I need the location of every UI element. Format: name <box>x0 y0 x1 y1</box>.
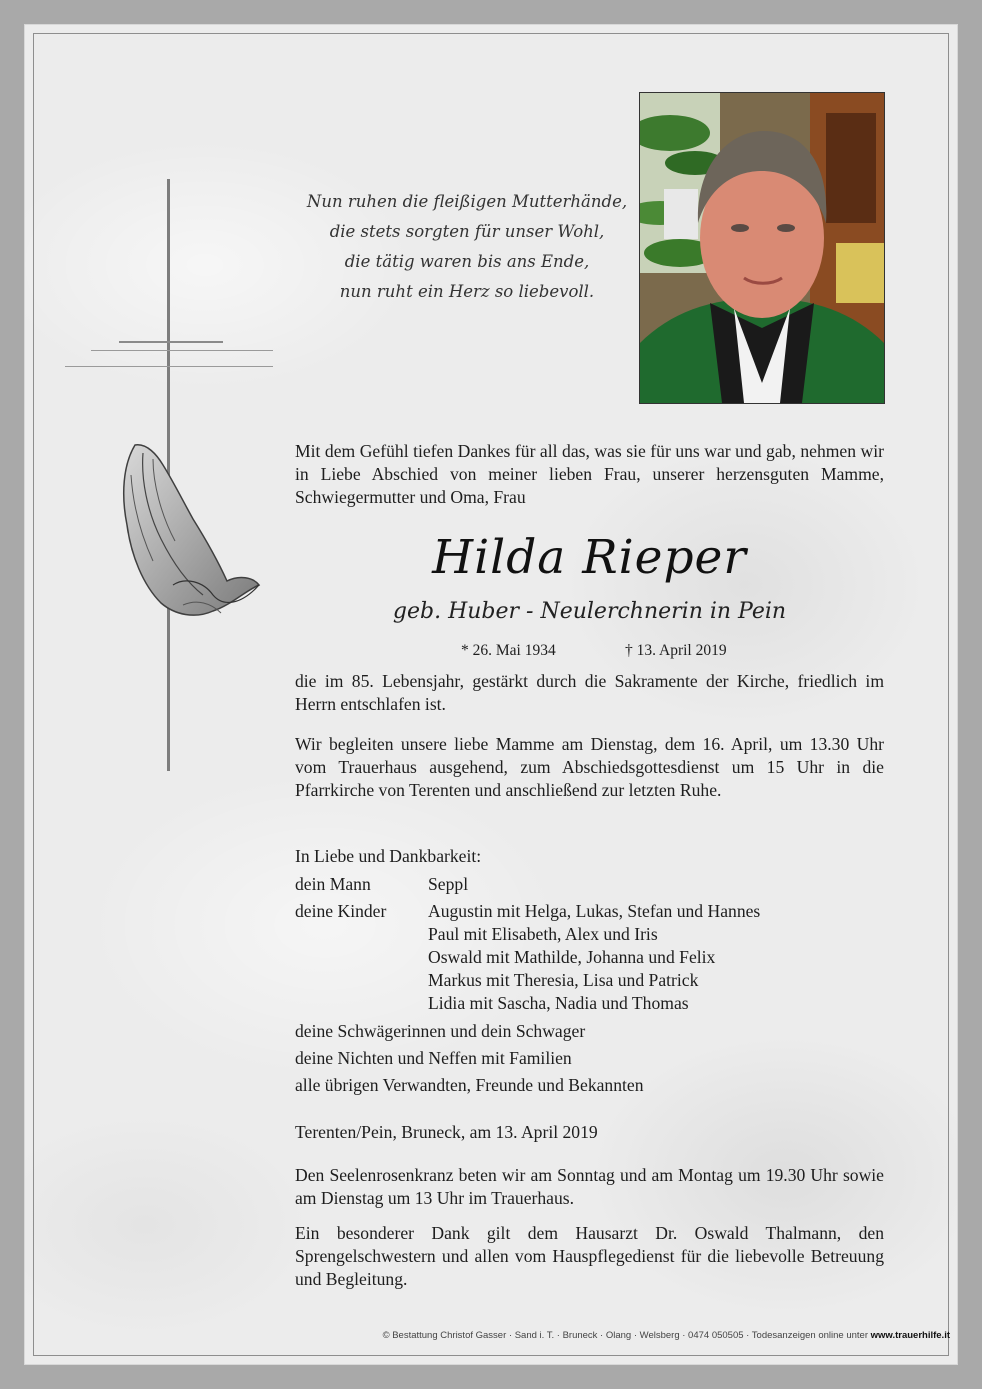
obituary-card <box>25 25 957 1364</box>
other-mourners: deine Nichten und Neffen mit Familien <box>295 1048 572 1068</box>
child-family: Lidia mit Sascha, Nadia und Thomas <box>428 993 689 1013</box>
other-mourners: alle übrigen Verwandten, Freunde und Bekannten <box>295 1075 644 1095</box>
death-date: † 13. April 2019 <box>625 642 727 659</box>
thanks-text: Ein besonderer Dank gilt dem Hausarzt Dr. Oswald Thalmann, den Sprengelschwestern und allen vom Hauspflegedienst für die liebevolle Betreuung und Begleitung. <box>295 1223 884 1289</box>
portrait-photo <box>639 92 885 404</box>
poem-line: die tätig waren bis ans Ende, <box>344 252 590 271</box>
place-date: Terenten/Pein, Bruneck, am 13. April 2019 <box>295 1122 598 1142</box>
deceased-name: Hilda Rieper <box>432 530 747 585</box>
intro-text: Mit dem Gefühl tiefen Dankes für all das, was sie für uns war und gab, nehmen wir in Liebe Abschied von meiner lieben Frau, unserer herzensguten Mamme, Schwiegermutter und Oma, Frau <box>295 441 884 507</box>
poem <box>302 187 632 307</box>
cross-line-ornament <box>91 350 273 351</box>
children-label: deine Kinder <box>295 901 387 921</box>
husband-label: dein Mann <box>295 874 371 894</box>
cross-line-ornament <box>65 366 273 367</box>
poem-line: die stets sorgten für unser Wohl, <box>329 222 605 241</box>
poem-line: Nun ruhen die fleißigen Mutterhände, <box>306 192 628 211</box>
passing-text: die im 85. Lebensjahr, gestärkt durch die Sakramente der Kirche, friedlich im Herrn entschlafen ist. <box>295 671 884 714</box>
child-family: Paul mit Elisabeth, Alex und Iris <box>428 924 658 944</box>
rosary-text: Den Seelenrosenkranz beten wir am Sonntag und am Montag um 19.30 Uhr sowie am Dienstag um 13 Uhr im Trauerhaus. <box>295 1165 884 1208</box>
cross-horizontal-bar <box>119 341 223 343</box>
footer <box>295 1330 950 1341</box>
child-family: Augustin mit Helga, Lukas, Stefan und Hannes <box>428 901 761 921</box>
child-family: Oswald mit Mathilde, Johanna und Felix <box>428 947 716 967</box>
birth-date: * 26. Mai 1934 <box>461 642 556 659</box>
husband-name: Seppl <box>428 874 469 894</box>
mourners-heading: In Liebe und Dankbarkeit: <box>295 846 482 866</box>
other-mourners: deine Schwägerinnen und dein Schwager <box>295 1021 586 1041</box>
praying-hands-icon <box>113 435 263 630</box>
footer-text: © Bestattung Christof Gasser · Sand i. T. · Bruneck · Olang · Welsberg · 0474 050505 · Todesanzeigen online unter <box>382 1330 871 1341</box>
funeral-text: Wir begleiten unsere liebe Mamme am Dienstag, dem 16. April, um 13.30 Uhr vom Trauerhaus ausgehend, zum Abschiedsgottesdienst um 15 Uhr in die Pfarrkirche von Terenten und anschließend zur letzten Ruhe. <box>295 734 884 800</box>
maiden-name: geb. Huber - Neulerchnerin in Pein <box>392 599 787 624</box>
poem-line: nun ruht ein Herz so liebevoll. <box>339 282 595 301</box>
child-family: Markus mit Theresia, Lisa und Patrick <box>428 970 699 990</box>
footer-website-link[interactable]: www.trauerhilfe.it <box>870 1330 950 1341</box>
